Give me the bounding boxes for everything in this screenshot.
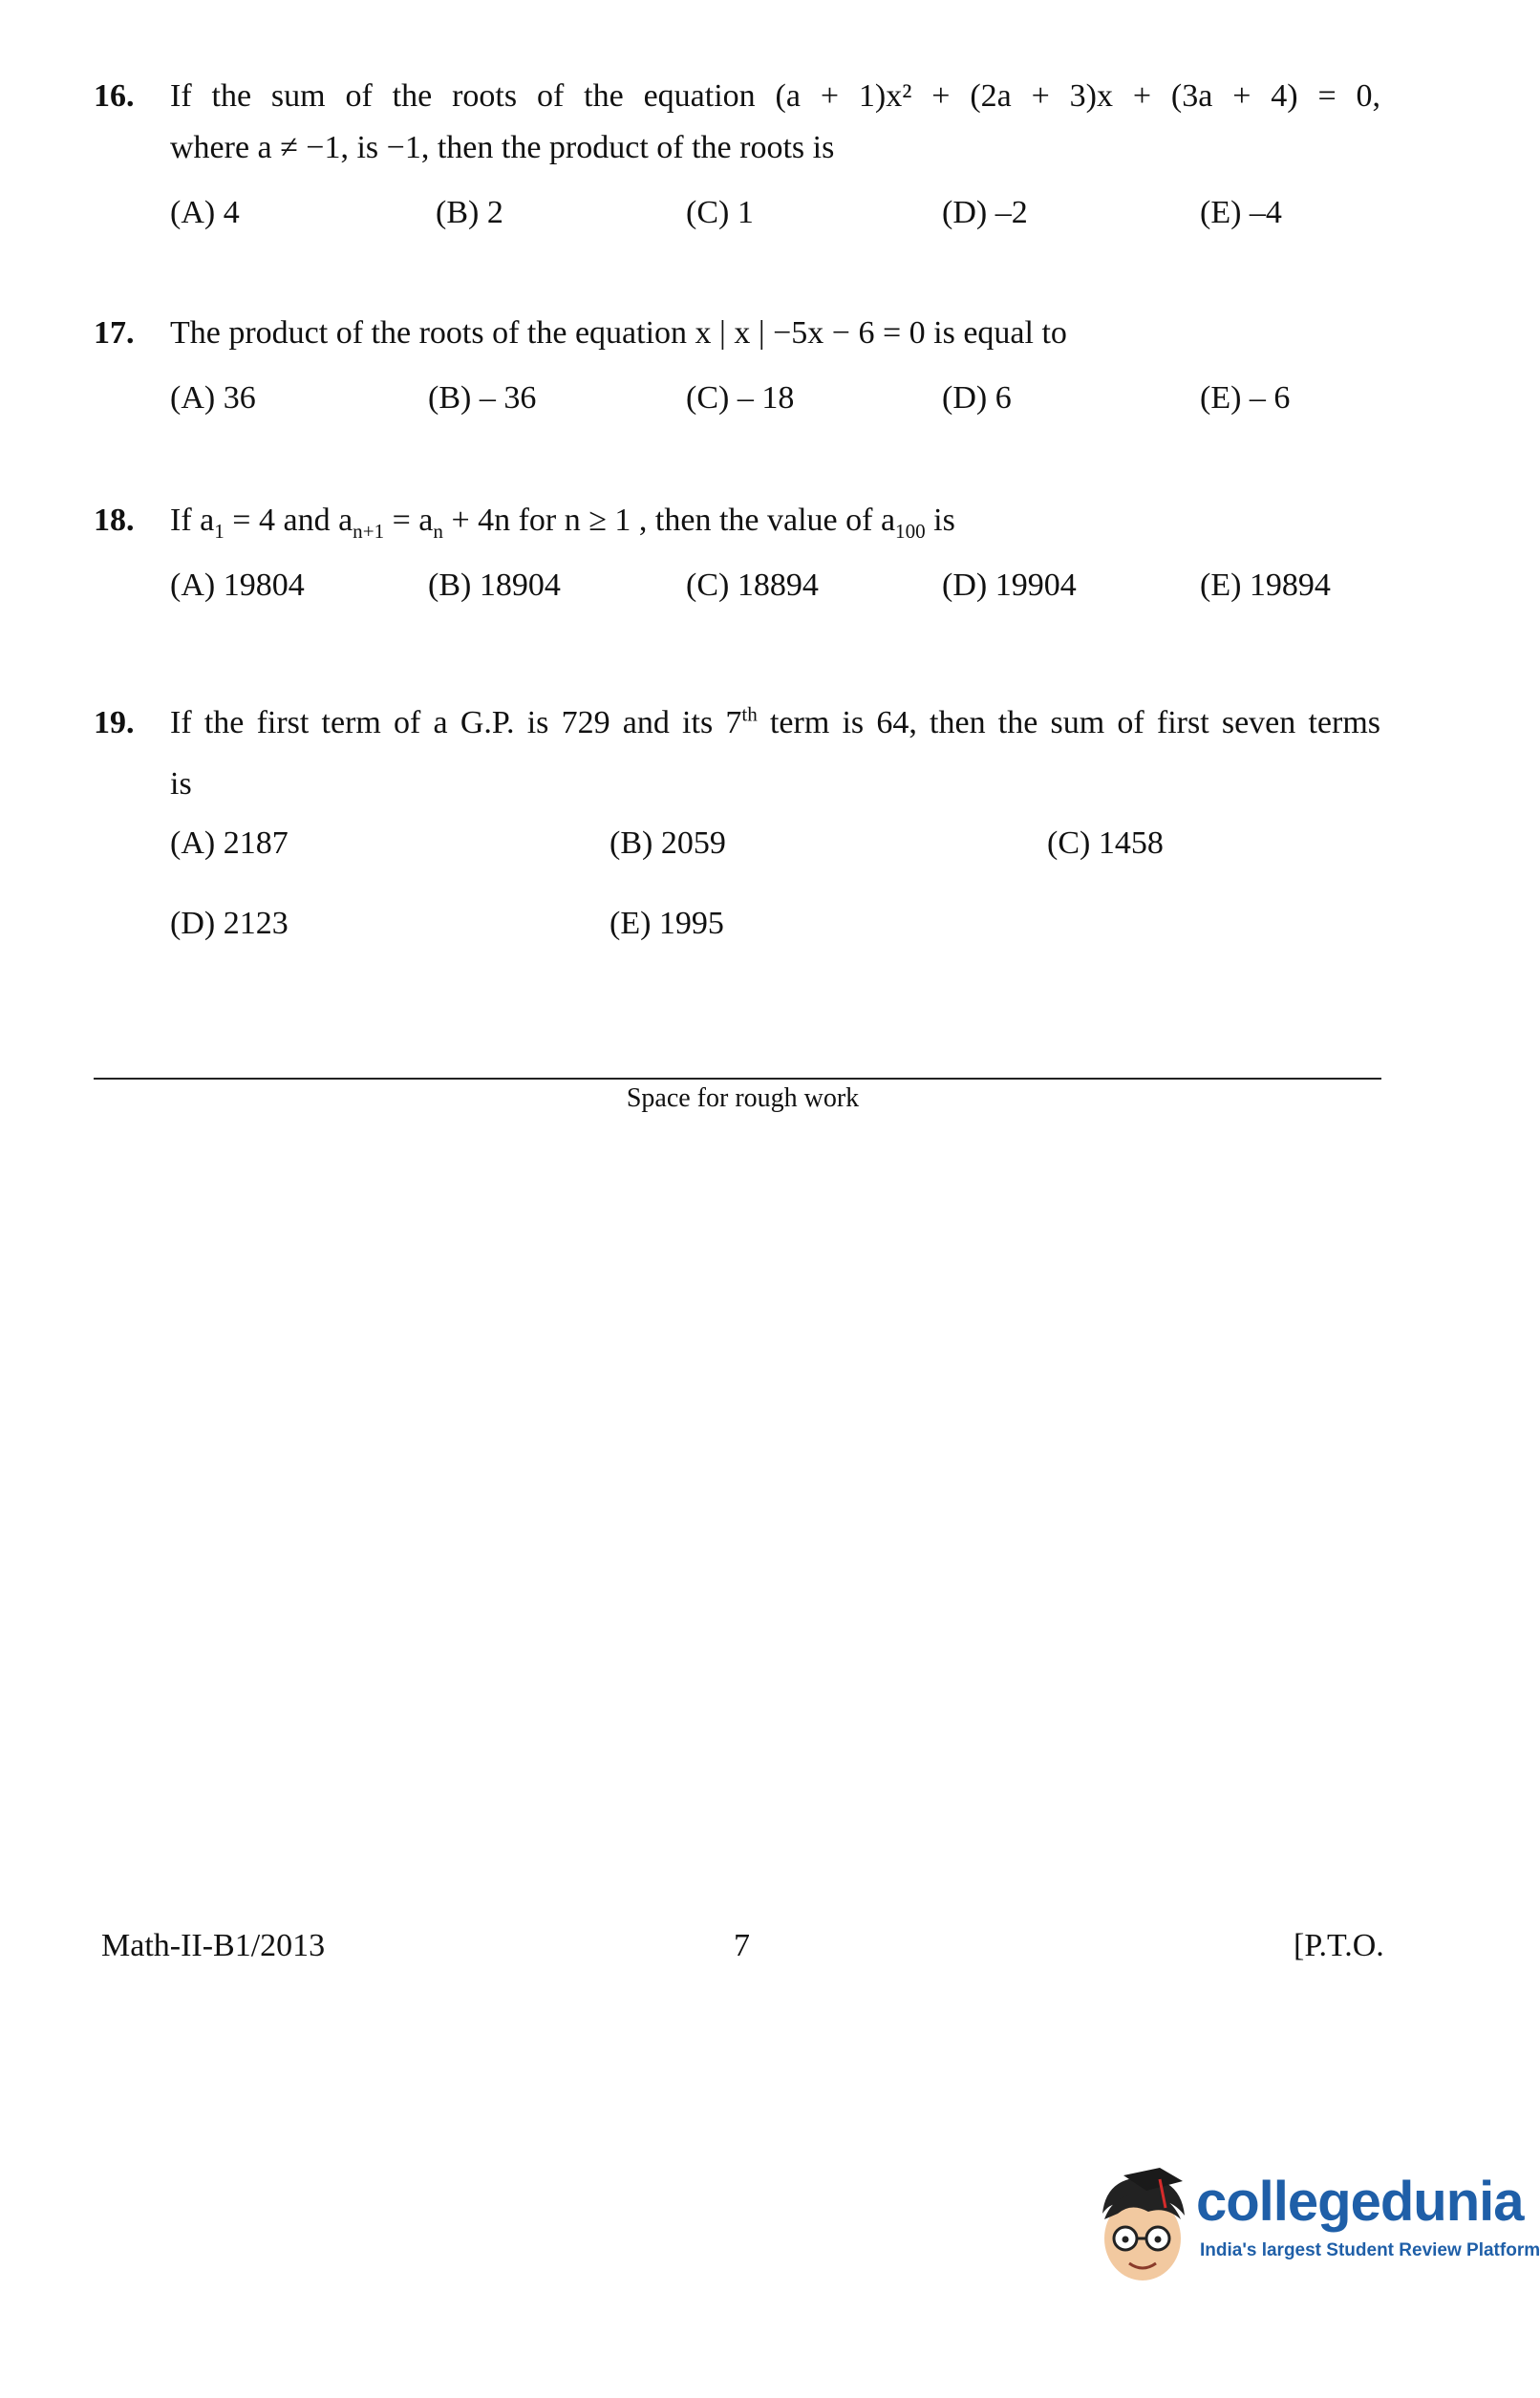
option-c[interactable]: (C) 1458 [1047, 825, 1164, 861]
mascot-icon [1089, 2164, 1194, 2298]
collegedunia-logo[interactable] [1089, 2164, 1540, 2298]
options-row [170, 898, 1380, 955]
page-number: 7 [734, 1928, 750, 1963]
pto-label: [P.T.O. [1294, 1928, 1384, 1963]
options-row [170, 373, 1380, 430]
options-row [170, 187, 1380, 245]
option-e[interactable]: (E) – 6 [1200, 380, 1291, 416]
text-part: is [925, 503, 955, 538]
superscript: th [741, 702, 758, 726]
logo-tagline: India's largest Student Review Platform [1200, 2240, 1540, 2260]
text-part: If a [170, 503, 215, 538]
subscript: n+1 [353, 519, 385, 543]
text-part: = a [384, 503, 434, 538]
question-16 [94, 71, 1380, 245]
question-text-line1 [170, 495, 1380, 546]
option-e[interactable]: (E) 19894 [1200, 567, 1331, 603]
question-text-line1: If the sum of the roots of the equation (a + 1)x² + (2a + 3)x + (3a + 4) = 0, [170, 78, 1380, 114]
option-c[interactable]: (C) – 18 [686, 380, 795, 416]
option-b[interactable]: (B) 2 [436, 195, 503, 230]
option-e[interactable]: (E) 1995 [610, 906, 724, 941]
option-a[interactable]: (A) 2187 [170, 825, 289, 861]
option-a[interactable]: (A) 19804 [170, 567, 305, 603]
rough-work-label: Space for rough work [626, 1083, 860, 1113]
option-b[interactable]: (B) 18904 [428, 567, 561, 603]
question-number: 19. [94, 705, 135, 740]
option-b[interactable]: (B) – 36 [428, 380, 537, 416]
question-text-line1: The product of the roots of the equation x | x | −5x − 6 = 0 is equal to [170, 315, 1067, 351]
option-e[interactable]: (E) –4 [1200, 195, 1282, 230]
text-part: = 4 and a [224, 503, 353, 538]
subscript: 100 [895, 519, 926, 543]
subscript: 1 [214, 519, 225, 543]
text-part: term is 64, then the sum of first seven terms [757, 705, 1381, 740]
question-number: 17. [94, 315, 135, 351]
option-d[interactable]: (D) 6 [942, 380, 1012, 416]
text-part: If the first term of a G.P. is 729 and its 7 [170, 705, 742, 740]
option-b[interactable]: (B) 2059 [610, 825, 726, 861]
text-part: + 4n for n ≥ 1 , then the value of a [442, 503, 896, 538]
question-number: 16. [94, 78, 135, 114]
option-a[interactable]: (A) 4 [170, 195, 240, 230]
question-text-line2: is [170, 766, 192, 802]
options-row [170, 560, 1380, 617]
subscript: n [433, 519, 443, 543]
option-d[interactable]: (D) 19904 [942, 567, 1077, 603]
logo-wordmark: collegedunia [1196, 2171, 1524, 2233]
option-d[interactable]: (D) 2123 [170, 906, 289, 941]
rough-work-divider [94, 1078, 1381, 1080]
footer-code: Math-II-B1/2013 [101, 1928, 326, 1963]
option-a[interactable]: (A) 36 [170, 380, 256, 416]
question-text-line2: where a ≠ −1, is −1, then the product of the roots is [170, 130, 835, 165]
question-number: 18. [94, 503, 135, 538]
option-c[interactable]: (C) 18894 [686, 567, 819, 603]
options-row [170, 818, 1380, 898]
question-17 [94, 308, 1380, 430]
question-19 [94, 697, 1380, 955]
question-text-line1 [170, 697, 1380, 749]
option-c[interactable]: (C) 1 [686, 195, 754, 230]
question-18 [94, 495, 1380, 617]
option-d[interactable]: (D) –2 [942, 195, 1028, 230]
